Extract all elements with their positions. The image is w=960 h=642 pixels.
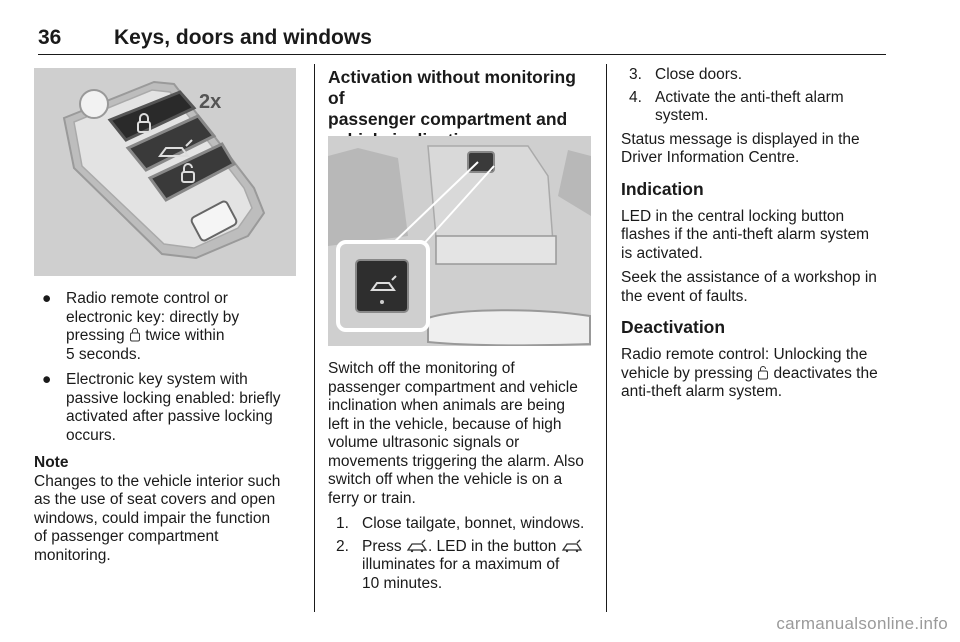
overhead-console-figure [328, 136, 591, 346]
step-item: 4. Activate the anti-theft alarm system. [629, 88, 844, 124]
bullet-item: ● Electronic key system with passive locking enabled: briefly activated after passive locking occurs. [42, 371, 281, 444]
column-divider [314, 64, 315, 612]
status-paragraph: Status message is displayed in the Driver Information Centre. [621, 130, 860, 166]
car-alarm-icon [561, 539, 583, 553]
page-header [38, 26, 886, 55]
workshop-paragraph: Seek the assistance of a workshop in the event of faults. [621, 269, 877, 305]
indication-paragraph: LED in the central locking button flashes if the anti-theft alarm system is activated. [621, 207, 870, 262]
column-divider [606, 64, 607, 612]
chapter-title: Keys, doors and windows [114, 26, 372, 49]
watermark: carmanualsonline.info [776, 614, 948, 633]
bullet-item: ● Radio remote control or electronic key: directly by pressing twice within 5 seconds. [42, 290, 240, 363]
lock-icon [129, 327, 141, 342]
note-box: Note Changes to the vehicle interior such as the use of seat covers and open windows, could impair the function of passenger compartment monitoring. [34, 454, 300, 565]
car-alarm-icon [406, 539, 428, 553]
step-item: 1. Close tailgate, bonnet, windows. [336, 515, 585, 532]
note-title: Note [34, 454, 69, 471]
figure-label: 2x [199, 91, 222, 113]
step-item: 2. Press . LED in the button illuminates for a maximum of 10 minutes. [336, 538, 592, 594]
indication-heading: Indication [621, 178, 704, 199]
deactivation-paragraph: Radio remote control: Unlocking the vehicle by pressing deactivates the anti-theft alarm system. [621, 346, 878, 400]
step-item: 3. Close doors. [629, 66, 743, 83]
unlock-icon [757, 365, 769, 380]
page-number: 36 [38, 26, 62, 49]
section-heading: Activation without monitoring of passenger compartment and [328, 67, 576, 129]
key-fob-figure [34, 68, 296, 276]
deactivation-heading: Deactivation [621, 317, 726, 337]
